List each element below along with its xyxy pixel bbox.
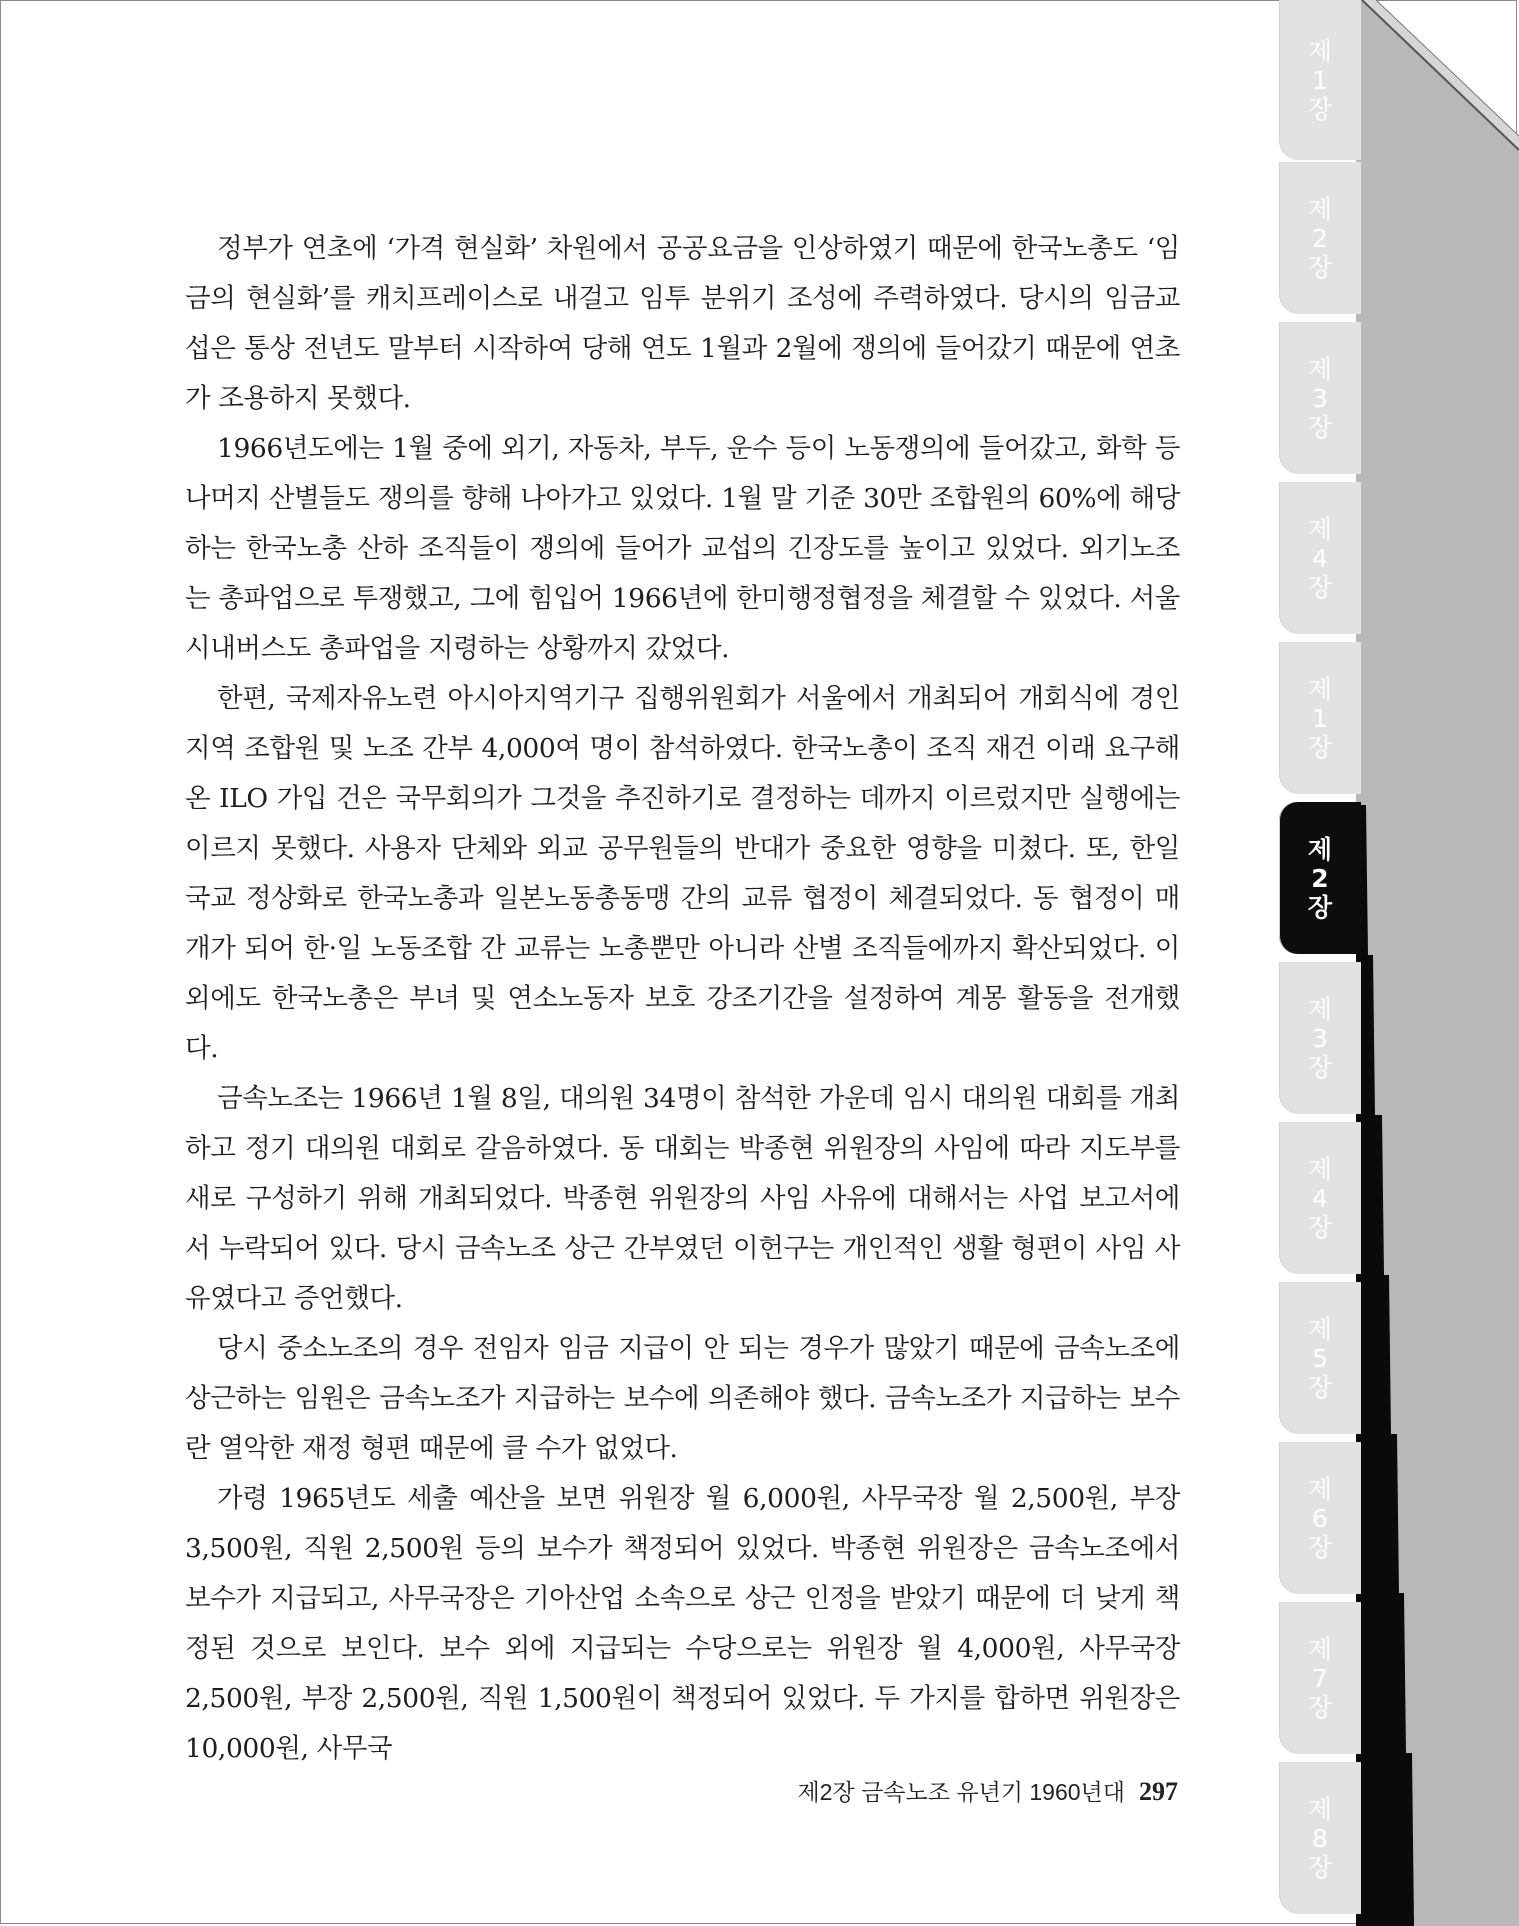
- paragraph: 한편, 국제자유노련 아시아지역기구 집행위원회가 서울에서 개최되어 개회식에 경인 지역 조합원 및 노조 간부 4,000여 명이 참석하였다. 한국노총이 조직 재건 이래 요구해 온 ILO 가입 건은 국무회의가 그것을 추진하기로 결정하는 데까지 이르렀지만 실행에는 이르지 못했다. 사용자 단체와 외교 공무원들의 반대가 중요한 영향을 미쳤다. 또, 한일 국교 정상화로 한국노총과 일본노동총동맹 간의 교류 협정이 체결되었다. 동 협정이 매개가 되어 한·일 노동조합 간 교류는 노총뿐만 아니라 산별 조직들에까지 확산되었다. 이 외에도 한국노총은 부녀 및 연소노동자 보호 강조기간을 설정하여 계몽 활동을 전개했다.: [185, 683, 1180, 1064]
- chapter-tab-char: 장: [1307, 732, 1333, 762]
- chapter-tab[interactable]: [1279, 1442, 1361, 1594]
- chapter-tab-char: 8: [1312, 1823, 1328, 1853]
- paragraph: 당시 중소노조의 경우 전임자 임금 지급이 안 되는 경우가 많았기 때문에 금속노조에 상근하는 임원은 금속노조가 지급하는 보수에 의존해야 했다. 금속노조가 지급하는 보수란 열악한 재정 형편 때문에 클 수가 없었다.: [185, 1333, 1180, 1464]
- paragraph: 가령 1965년도 세출 예산을 보면 위원장 월 6,000원, 사무국장 월 2,500원, 부장 3,500원, 직원 2,500원 등의 보수가 책정되어 있었다. 박종현 위원장은 금속노조에서 보수가 지급되고, 사무국장은 기아산업 소속으로 상근 인정을 받았기 때문에 더 낮게 책정된 것으로 보인다. 보수 외에 지급되는 수당으로는 위원장 월 4,000원, 사무국장 2,500원, 부장 2,500원, 직원 1,500원이 책정되어 있었다. 두 가지를 합하면 위원장은 10,000원, 사무국: [185, 1483, 1180, 1764]
- chapter-tab-char: 장: [1307, 572, 1333, 602]
- chapter-tab[interactable]: [1279, 322, 1361, 474]
- chapter-tab-char: 제: [1307, 1634, 1333, 1664]
- chapter-tab-char: 3: [1312, 383, 1328, 413]
- chapter-tab-char: 제: [1307, 1314, 1333, 1344]
- chapter-tab-char: 7: [1312, 1663, 1328, 1693]
- page-number: 297: [1139, 1777, 1178, 1806]
- chapter-tab-char: 장: [1307, 1692, 1333, 1722]
- chapter-tabs: [1279, 0, 1361, 1926]
- paragraph: 정부가 연초에 ‘가격 현실화’ 차원에서 공공요금을 인상하였기 때문에 한국노총도 ‘임금의 현실화’를 캐치프레이스로 내걸고 임투 분위기 조성에 주력하였다. 당시의 임금교섭은 통상 전년도 말부터 시작하여 당해 연도 1월과 2월에 쟁의에 들어갔기 때문에 연초가 조용하지 못했다.: [185, 233, 1180, 414]
- chapter-tab-char: 장: [1307, 1052, 1333, 1082]
- chapter-tab-char: 4: [1312, 543, 1328, 573]
- chapter-tab-char: 제: [1307, 1154, 1333, 1184]
- chapter-tab-char: 3: [1312, 1023, 1328, 1053]
- chapter-tab-char: 2: [1312, 223, 1328, 253]
- chapter-tab-char: 1: [1312, 703, 1328, 733]
- chapter-tab-char: 2: [1311, 863, 1329, 893]
- chapter-tab[interactable]: [1279, 642, 1361, 794]
- chapter-tab[interactable]: [1279, 0, 1361, 160]
- chapter-tab-char: 1: [1312, 65, 1328, 95]
- running-title: 제2장 금속노조 유년기 1960년대: [797, 1779, 1125, 1805]
- chapter-tab[interactable]: [1279, 962, 1361, 1114]
- chapter-tab-char: 장: [1307, 1372, 1333, 1402]
- paragraph: 1966년도에는 1월 중에 외기, 자동차, 부두, 운수 등이 노동쟁의에 들어갔고, 화학 등 나머지 산별들도 쟁의를 향해 나아가고 있었다. 1월 말 기준 30만 조합원의 60%에 해당하는 한국노총 산하 조직들이 쟁의에 들어가 교섭의 긴장도를 높이고 있었다. 외기노조는 총파업으로 투쟁했고, 그에 힘입어 1966년에 한미행정협정을 체결할 수 있었다. 서울 시내버스도 총파업을 지령하는 상황까지 갔었다.: [185, 433, 1180, 664]
- chapter-tab-char: 장: [1307, 892, 1333, 922]
- chapter-tab-char: 장: [1307, 1852, 1333, 1882]
- chapter-tab[interactable]: [1279, 162, 1361, 314]
- chapter-tab[interactable]: [1279, 1122, 1361, 1274]
- chapter-tab[interactable]: [1279, 1282, 1361, 1434]
- chapter-tab-char: 장: [1307, 412, 1333, 442]
- book-edge-illustration: [1356, 0, 1519, 1926]
- chapter-tab-char: 제: [1307, 194, 1333, 224]
- body-text: [185, 224, 1180, 1774]
- chapter-tab-char: 장: [1307, 1532, 1333, 1562]
- chapter-tab-char: 제: [1307, 1474, 1333, 1504]
- chapter-tab-char: 제: [1307, 36, 1333, 66]
- chapter-tab-char: 제: [1307, 674, 1333, 704]
- paragraph: 금속노조는 1966년 1월 8일, 대의원 34명이 참석한 가운데 임시 대의원 대회를 개최하고 정기 대의원 대회로 갈음하였다. 동 대회는 박종현 위원장의 사임에 따라 지도부를 새로 구성하기 위해 개최되었다. 박종현 위원장의 사임 사유에 대해서는 사업 보고서에서 누락되어 있다. 당시 금속노조 상근 간부였던 이헌구는 개인적인 생활 형편이 사임 사유였다고 증언했다.: [185, 1083, 1180, 1314]
- chapter-tab-char: 6: [1312, 1503, 1328, 1533]
- page-footer: [797, 1774, 1178, 1807]
- chapter-tab-char: 제: [1307, 834, 1333, 864]
- chapter-tab[interactable]: [1279, 802, 1361, 954]
- chapter-tab-char: 제: [1307, 514, 1333, 544]
- chapter-tab-char: 제: [1307, 994, 1333, 1024]
- chapter-tab[interactable]: [1279, 1602, 1361, 1754]
- chapter-tab-char: 장: [1307, 94, 1333, 124]
- chapter-tab-char: 5: [1312, 1343, 1328, 1373]
- chapter-tab[interactable]: [1279, 482, 1361, 634]
- chapter-tab-char: 제: [1307, 1794, 1333, 1824]
- chapter-tab-char: 제: [1307, 354, 1333, 384]
- chapter-tab-char: 4: [1312, 1183, 1328, 1213]
- chapter-tab-char: 장: [1307, 1212, 1333, 1242]
- chapter-tab-char: 장: [1307, 252, 1333, 282]
- chapter-tab[interactable]: [1279, 1762, 1361, 1914]
